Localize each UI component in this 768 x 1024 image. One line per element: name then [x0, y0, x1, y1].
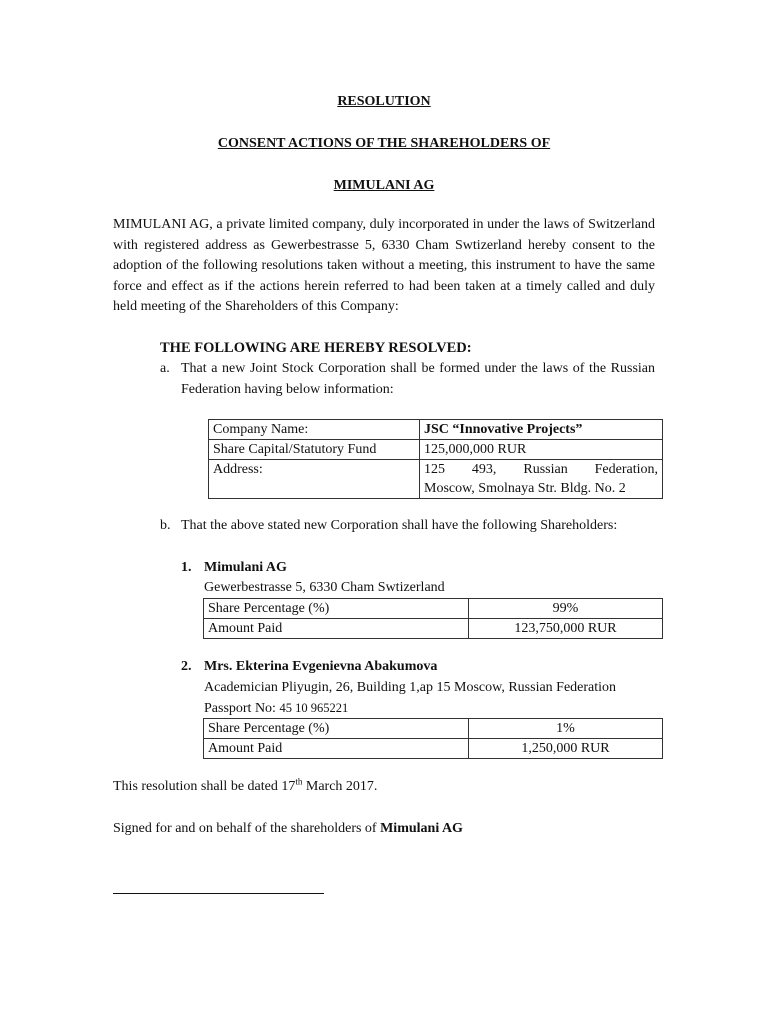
- table-row: [204, 619, 663, 639]
- signed-company: Mimulani AG: [380, 821, 463, 836]
- share-percentage-value: 1%: [469, 719, 663, 739]
- company-name-label: Company Name:: [209, 420, 420, 440]
- share-percentage-label: Share Percentage (%): [204, 719, 469, 739]
- document-subtitle: CONSENT ACTIONS OF THE SHAREHOLDERS OF: [217, 136, 551, 151]
- date-prefix: This resolution shall be dated 17: [113, 779, 296, 794]
- share-percentage-label: Share Percentage (%): [204, 599, 469, 619]
- date-line: [113, 777, 655, 798]
- shareholder-2-address: Academician Pliyugin, 26, Building 1,ap 15 Moscow, Russian Federation: [204, 680, 617, 695]
- table-row: [209, 460, 663, 499]
- company-info-table: [208, 419, 663, 499]
- shareholder-1-address: Gewerbestrasse 5, 6330 Cham Swtizerland: [204, 580, 445, 595]
- share-capital-label: Share Capital/Statutory Fund: [209, 440, 420, 460]
- shareholder-2-name: Mrs. Ekterina Evgenievna Abakumova: [204, 659, 438, 674]
- signature-line: [113, 893, 324, 894]
- amount-paid-label: Amount Paid: [204, 619, 469, 639]
- table-row: [209, 420, 663, 440]
- address-line-1: 125 493, Russian Federation,: [424, 462, 658, 477]
- address-value: [420, 460, 663, 499]
- passport-number: 45 10 965221: [279, 701, 349, 715]
- signed-prefix: Signed for and on behalf of the shareholders of: [113, 821, 381, 836]
- intro-paragraph: MIMULANI AG, a private limited company, duly incorporated in under the laws of Switzerland with registered address as Gewerbestrasse 5, 6330 Cham Swtizerland hereby consent to the adoption of the following resolutions taken without a meeting, this instrument to have the same force and effect as if the actions herein referred to had been taken at a timely called and duly held meeting of the Shareholders of this Company:: [113, 217, 655, 314]
- amount-paid-label: Amount Paid: [204, 739, 469, 759]
- passport-label: Passport No:: [204, 701, 276, 716]
- shareholder-2-table: [203, 718, 663, 759]
- shareholder-1-number: 1.: [181, 560, 192, 575]
- address-label: Address:: [209, 460, 420, 499]
- document-title: RESOLUTION: [337, 94, 431, 109]
- shareholder-1-table: [203, 598, 663, 639]
- item-b-text: That the above stated new Corporation shall have the following Shareholders:: [181, 518, 618, 533]
- date-rest: March 2017.: [302, 779, 378, 794]
- shareholder-1-name: Mimulani AG: [204, 560, 287, 575]
- date-superscript: th: [295, 776, 303, 787]
- passport-line: [204, 698, 348, 720]
- share-percentage-value: 99%: [469, 599, 663, 619]
- company-name-value: JSC “Innovative Projects”: [420, 420, 663, 440]
- item-a-letter: a.: [160, 361, 170, 376]
- share-capital-value: 125,000,000 RUR: [420, 440, 663, 460]
- amount-paid-value: 123,750,000 RUR: [469, 619, 663, 639]
- company-heading: MIMULANI AG: [333, 178, 435, 193]
- item-a-text: That a new Joint Stock Corporation shall be formed under the laws of the Russian Federation having below information:: [181, 361, 655, 397]
- table-row: [204, 739, 663, 759]
- item-b-letter: b.: [160, 518, 171, 533]
- amount-paid-value: 1,250,000 RUR: [469, 739, 663, 759]
- resolved-title: THE FOLLOWING ARE HEREBY RESOLVED:: [160, 340, 472, 356]
- address-line-2: Moscow, Smolnaya Str. Bldg. No. 2: [424, 481, 626, 496]
- table-row: [209, 440, 663, 460]
- table-row: [204, 719, 663, 739]
- signed-line: [113, 819, 655, 840]
- shareholder-2-number: 2.: [181, 659, 192, 674]
- table-row: [204, 599, 663, 619]
